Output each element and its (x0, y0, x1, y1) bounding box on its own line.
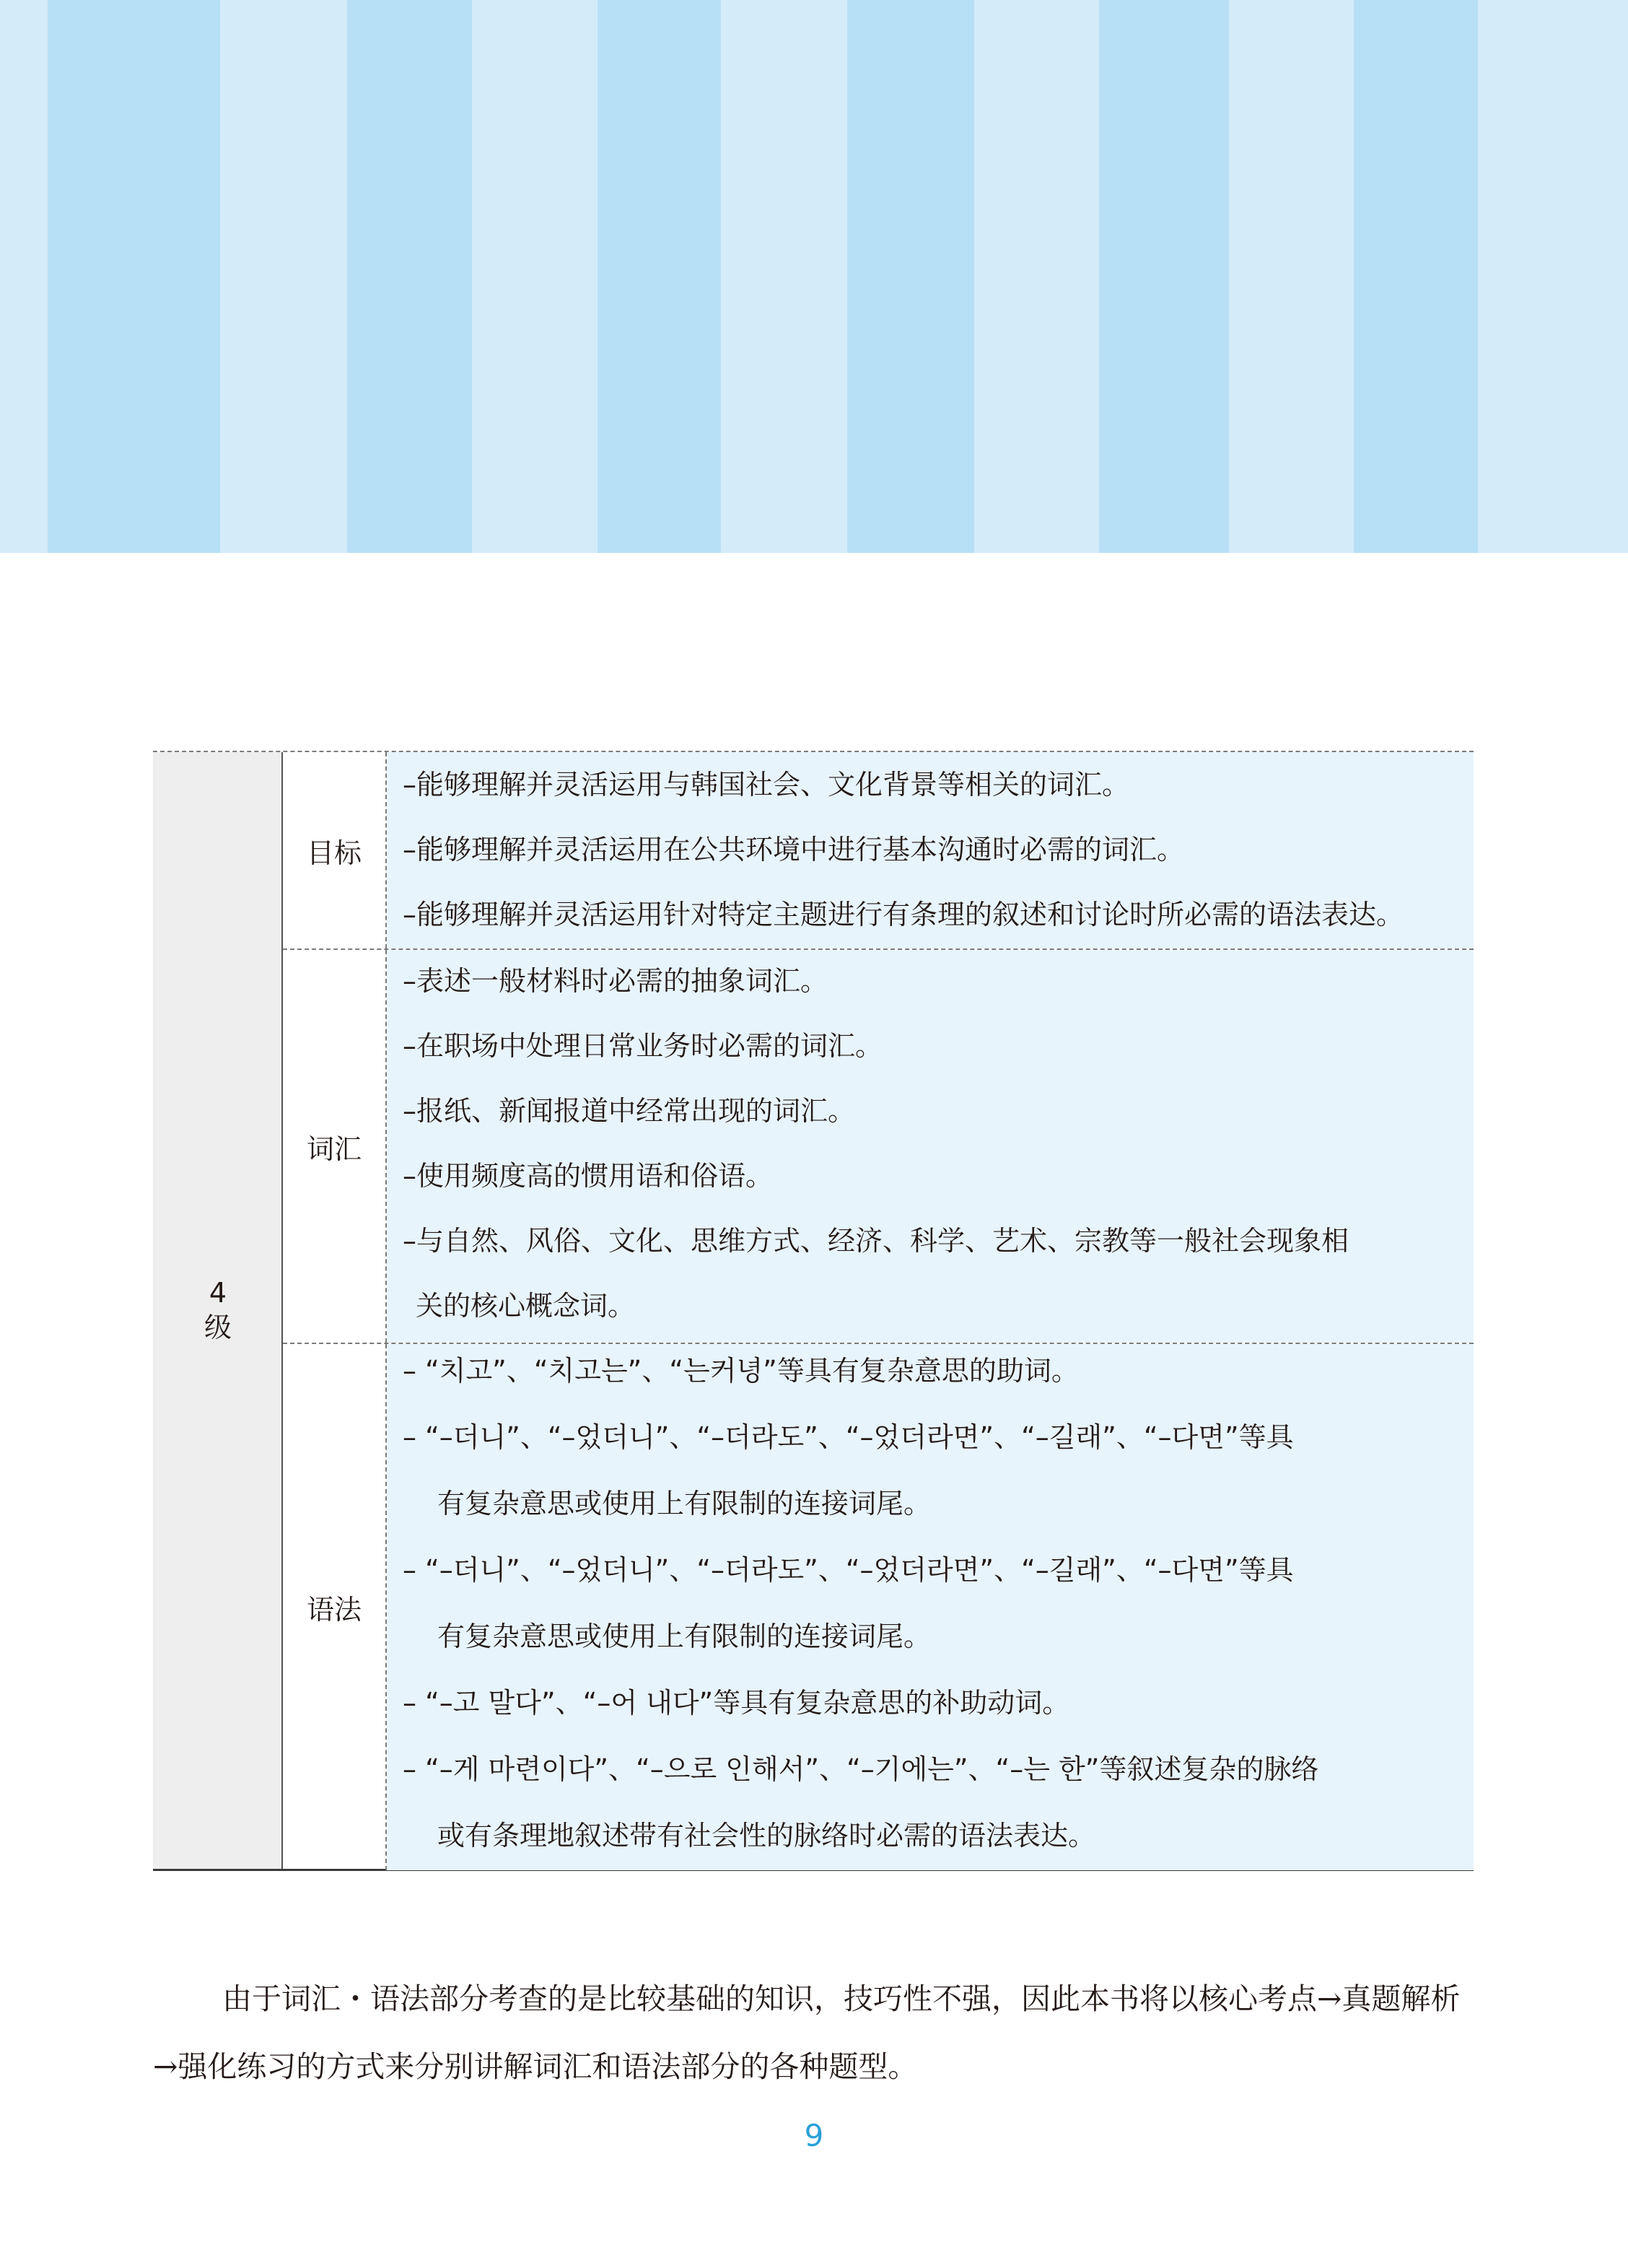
level-4-table (153, 751, 1474, 1871)
level-label: 4 级 (204, 1277, 232, 1343)
list-item-continued: 有复杂意思或使用上有限制的连接词尾。 (437, 1621, 932, 1652)
list-item: – “치고”、“치고는”、“는커녕”等具有复杂意思的助词。 (403, 1355, 1079, 1387)
category-goal (283, 752, 387, 948)
list-item-continued: 或有条理地叙述带有社会性的脉络时必需的语法表达。 (437, 1820, 1096, 1852)
list-item: –报纸、新闻报道中经常出现的词汇。 (403, 1095, 856, 1127)
banner-stripe (472, 0, 598, 553)
banner-stripe (1354, 0, 1479, 553)
banner-stripe (721, 0, 847, 553)
content-grammar (387, 1344, 1474, 1870)
list-item: – “–더니”、“–었더니”、“–더라도”、“–었더라면”、“–길래”、“–다면”等具 (403, 1554, 1294, 1586)
list-item: –使用频度高的惯用语和俗语。 (403, 1160, 774, 1192)
banner-stripe (347, 0, 472, 553)
banner-stripe (220, 0, 348, 553)
banner-stripe (1099, 0, 1229, 553)
list-item: –与自然、风俗、文化、思维方式、经济、科学、艺术、宗教等一般社会现象相 (403, 1225, 1349, 1257)
content-vocabulary (387, 950, 1474, 1343)
content-goal (387, 752, 1474, 948)
category-label: 词汇 (306, 1133, 362, 1165)
banner-stripe (0, 0, 48, 553)
banner-stripe (847, 0, 975, 553)
category-label: 语法 (306, 1594, 362, 1626)
category-vocabulary (283, 950, 387, 1343)
banner-stripe (48, 0, 220, 553)
list-item: –能够理解并灵活运用针对特定主题进行有条理的叙述和讨论时所必需的语法表达。 (403, 899, 1404, 930)
list-item: –表述一般材料时必需的抽象词汇。 (403, 965, 828, 997)
list-item: –能够理解并灵活运用与韩国社会、文化背景等相关的词汇。 (403, 769, 1130, 801)
list-item-continued: 有复杂意思或使用上有限制的连接词尾。 (437, 1488, 932, 1519)
header-banner (0, 0, 1628, 553)
banner-stripe (1478, 0, 1628, 553)
banner-stripe (598, 0, 721, 553)
body-paragraph: 由于词汇・语法部分考查的是比较基础的知识，技巧性不强，因此本书将以核心考点→真题解析→强化练习的方式来分别讲解词汇和语法部分的各种题型。 (153, 1981, 1461, 2084)
list-item: –在职场中处理日常业务时必需的词汇。 (403, 1030, 883, 1062)
list-item: – “–고 말다”、“–어 내다”等具有复杂意思的补助动词。 (403, 1687, 1070, 1719)
banner-stripe (974, 0, 1099, 553)
banner-stripe (1229, 0, 1354, 553)
list-item: – “–더니”、“–었더니”、“–더라도”、“–었더라면”、“–길래”、“–다면”等具 (403, 1421, 1294, 1453)
level-cell (153, 752, 283, 1869)
list-item-continued: 关的核心概念词。 (416, 1290, 636, 1322)
list-item: –能够理解并灵活运用在公共环境中进行基本沟通时必需的词汇。 (403, 834, 1185, 865)
category-label: 目标 (306, 837, 362, 869)
page-number: 9 (804, 2118, 824, 2153)
category-grammar (283, 1344, 387, 1870)
list-item: – “–게 마련이다”、“–으로 인해서”、“–기에는”、“–는 한”等叙述复杂的脉络 (403, 1753, 1319, 1785)
